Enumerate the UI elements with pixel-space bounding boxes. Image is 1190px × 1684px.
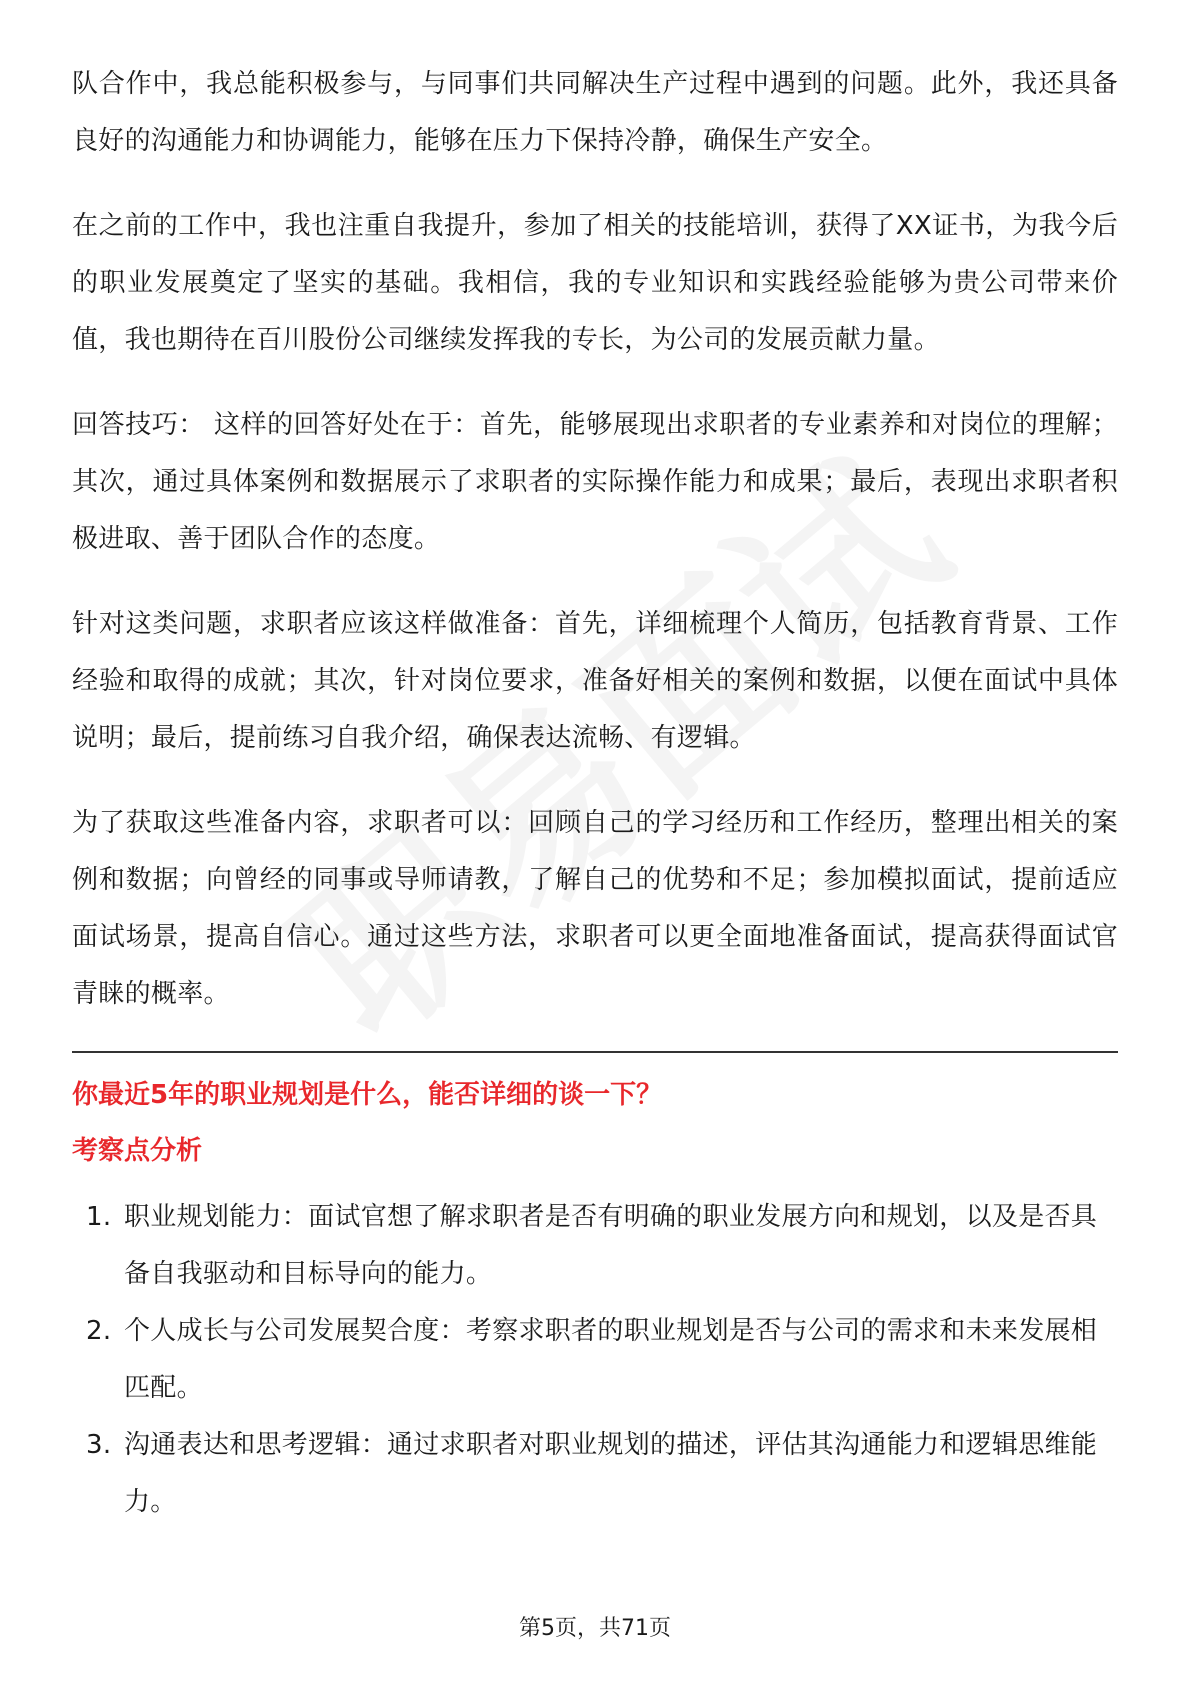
- list-item-number: 3.: [86, 1430, 112, 1460]
- page-content: [72, 56, 1118, 1531]
- paragraph-self-improvement: 在之前的工作中，我也注重自我提升，参加了相关的技能培训，获得了XX证书，为我今后的职业发展奠定了坚实的基础。我相信，我的专业知识和实践经验能够为贵公司带来价值，我也期待在百川股份公司继续发挥我的专长，为公司的发展贡献力量。: [72, 211, 1118, 355]
- paragraph-preparation: 针对这类问题，求职者应该这样做准备：首先，详细梳理个人简历，包括教育背景、工作经验和取得的成就；其次，针对岗位要求，准备好相关的案例和数据，以便在面试中具体说明；最后，提前练习自我介绍，确保表达流畅、有逻辑。: [72, 609, 1118, 753]
- list-item-number: 2.: [86, 1316, 112, 1346]
- list-item-text: 个人成长与公司发展契合度：考察求职者的职业规划是否与公司的需求和未来发展相匹配。: [124, 1316, 1098, 1403]
- paragraph-answer-tips: 回答技巧： 这样的回答好处在于：首先，能够展现出求职者的专业素养和对岗位的理解；其次，通过具体案例和数据展示了求职者的实际操作能力和成果；最后，表现出求职者积极进取、善于团队合作的态度。: [72, 410, 1118, 554]
- list-item-text: 沟通表达和思考逻辑：通过求职者对职业规划的描述，评估其沟通能力和逻辑思维能力。: [124, 1430, 1098, 1517]
- list-item: [72, 1189, 1118, 1303]
- question-title: 你最近5年的职业规划是什么，能否详细的谈一下？: [72, 1080, 663, 1110]
- analysis-heading: 考察点分析: [72, 1136, 203, 1166]
- list-item-text: 职业规划能力：面试官想了解求职者是否有明确的职业发展方向和规划，以及是否具备自我驱动和目标导向的能力。: [124, 1202, 1098, 1289]
- section-divider: [72, 1051, 1118, 1053]
- page-number: 第5页，共71页: [519, 1616, 671, 1641]
- list-item: [72, 1303, 1118, 1417]
- list-item: [72, 1417, 1118, 1531]
- list-item-number: 1.: [86, 1202, 112, 1232]
- paragraph-teamwork: 队合作中，我总能积极参与，与同事们共同解决生产过程中遇到的问题。此外，我还具备良好的沟通能力和协调能力，能够在压力下保持冷静，确保生产安全。: [72, 69, 1118, 156]
- analysis-list: [72, 1189, 1118, 1531]
- paragraph-methods: 为了获取这些准备内容，求职者可以：回顾自己的学习经历和工作经历，整理出相关的案例和数据；向曾经的同事或导师请教，了解自己的优势和不足；参加模拟面试，提前适应面试场景，提高自信心。通过这些方法，求职者可以更全面地准备面试，提高获得面试官青睐的概率。: [72, 808, 1118, 1009]
